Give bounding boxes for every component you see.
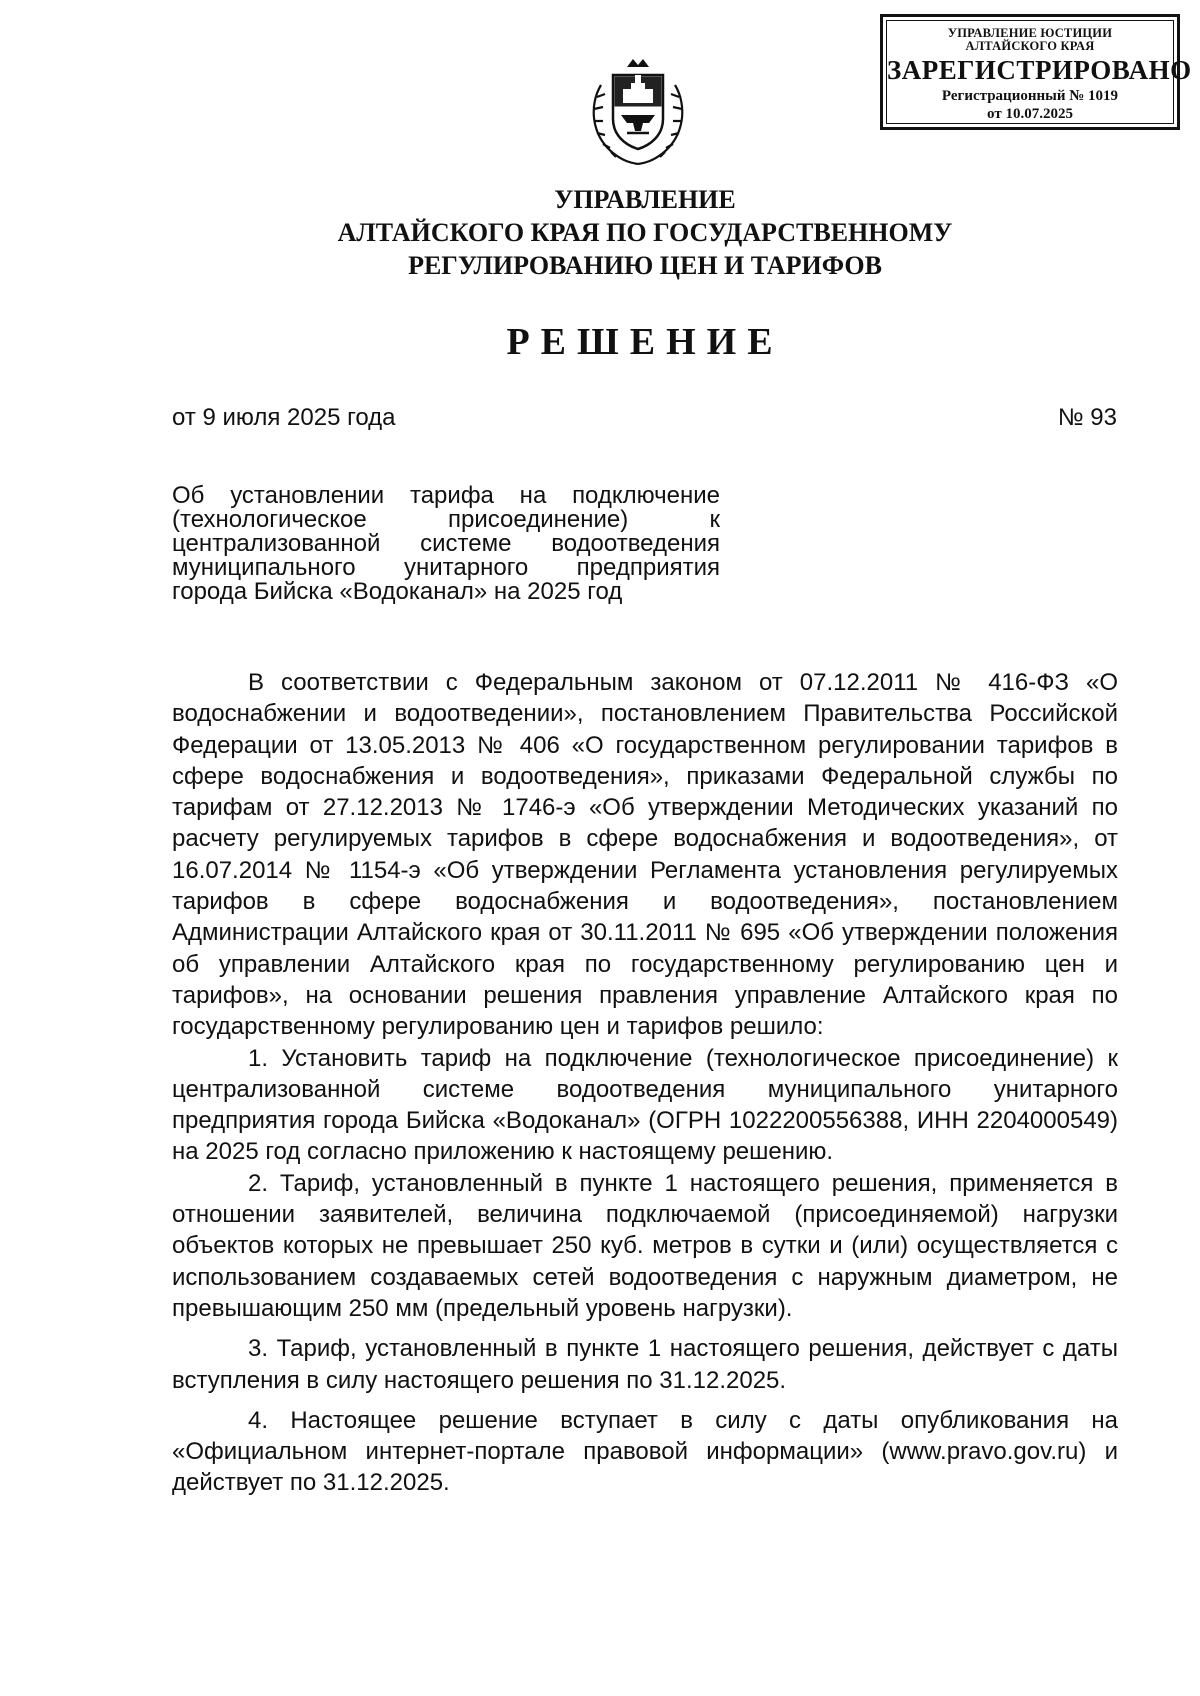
stamp-status: ЗАРЕГИСТРИРОВАНО (887, 55, 1192, 85)
subject-line-3: централизованной системе водоотведения (172, 530, 720, 557)
document-type: РЕШЕНИЕ (506, 321, 784, 363)
stamp-reg-date: от 10.07.2025 (987, 106, 1073, 122)
document-body (172, 667, 1118, 1499)
item-4-paragraph: 4. Настоящее решение вступает в силу с даты опубликования на «Официальном интернет-портале правовой информации» (www.pravo.gov.ru) и действует по 31.12.2025. (172, 1406, 1118, 1497)
date-number-line (172, 404, 1117, 432)
stamp-org-line1: УПРАВЛЕНИЕ ЮСТИЦИИ (947, 26, 1113, 40)
document-subject (172, 484, 720, 604)
subject-line-1: Об установлении тарифа на подключение (172, 482, 720, 509)
agency-line-2: АЛТАЙСКОГО КРАЯ ПО ГОСУДАРСТВЕННОМУ (337, 218, 953, 247)
subject-line-4: муниципального унитарного предприятия (172, 554, 720, 581)
stamp-org-line2: АЛТАЙСКОГО КРАЯ (965, 39, 1095, 53)
preamble-paragraph: В соответствии с Федеральным законом от 07.12.2011 № 416-ФЗ «О водоснабжении и водоотведении», постановлением Правительства Российской Федерации от 13.05.2013 № 406 «О государственном регулировании тарифов в сфере водоснабжения и водоотведения», приказами Федеральной службы по тарифам от 27.12.2013 № 1746-э «Об утверждении Методических указаний по расчету регулируемых тарифов в сфере водоснабжения и водоотведения», от 16.07.2014 № 1154-э «Об утверждении Регламента установления регулируемых тарифов в сфере водоснабжения и водоотведения», постановлением Администрации Алтайского края от 30.11.2011 № 695 «Об утверждении положения об управлении Алтайского края по государственному регулированию цен и тарифов», на основании решения правления управление Алтайского края по государственному регулированию цен и тарифов решило: (172, 669, 1118, 1041)
agency-line-1: УПРАВЛЕНИЕ (554, 185, 736, 214)
item-2-paragraph: 2. Тариф, установленный в пункте 1 настоящего решения, применяется в отношении заявителей, величина подключаемой (присоединяемой) нагрузки объектов которых не превышает 250 куб. метров в сутки и (или) осуществляется с использованием создаваемых сетей водоотведения с наружным диаметром, не превышающим 250 мм (предельный уровень нагрузки). (172, 1169, 1118, 1322)
document-date: от 9 июля 2025 года (172, 404, 396, 431)
subject-line-2: (технологическое присоединение) к (172, 506, 720, 533)
stamp-reg-number: Регистрационный № 1019 (941, 88, 1119, 104)
document-number: № 93 (1057, 404, 1117, 431)
issuing-authority (160, 183, 1130, 282)
item-1-paragraph: 1. Установить тариф на подключение (технологическое присоединение) к централизованной системе водоотведения муниципального унитарного предприятия города Бийска «Водоканал» (ОГРН 1022200556388, ИНН 2204000549) на 2025 год согласно приложению к настоящему решению. (172, 1044, 1118, 1166)
item-3-paragraph: 3. Тариф, установленный в пункте 1 настоящего решения, действует с даты вступления в силу настоящего решения по 31.12.2025. (172, 1335, 1118, 1394)
subject-line-5: города Бийска «Водоканал» на 2025 год (172, 578, 623, 605)
altai-krai-coat-of-arms-icon (583, 45, 693, 165)
registration-stamp-inner (886, 20, 1192, 124)
agency-line-3: РЕГУЛИРОВАНИЮ ЦЕН И ТАРИФОВ (408, 251, 882, 280)
registration-stamp (880, 14, 1192, 130)
